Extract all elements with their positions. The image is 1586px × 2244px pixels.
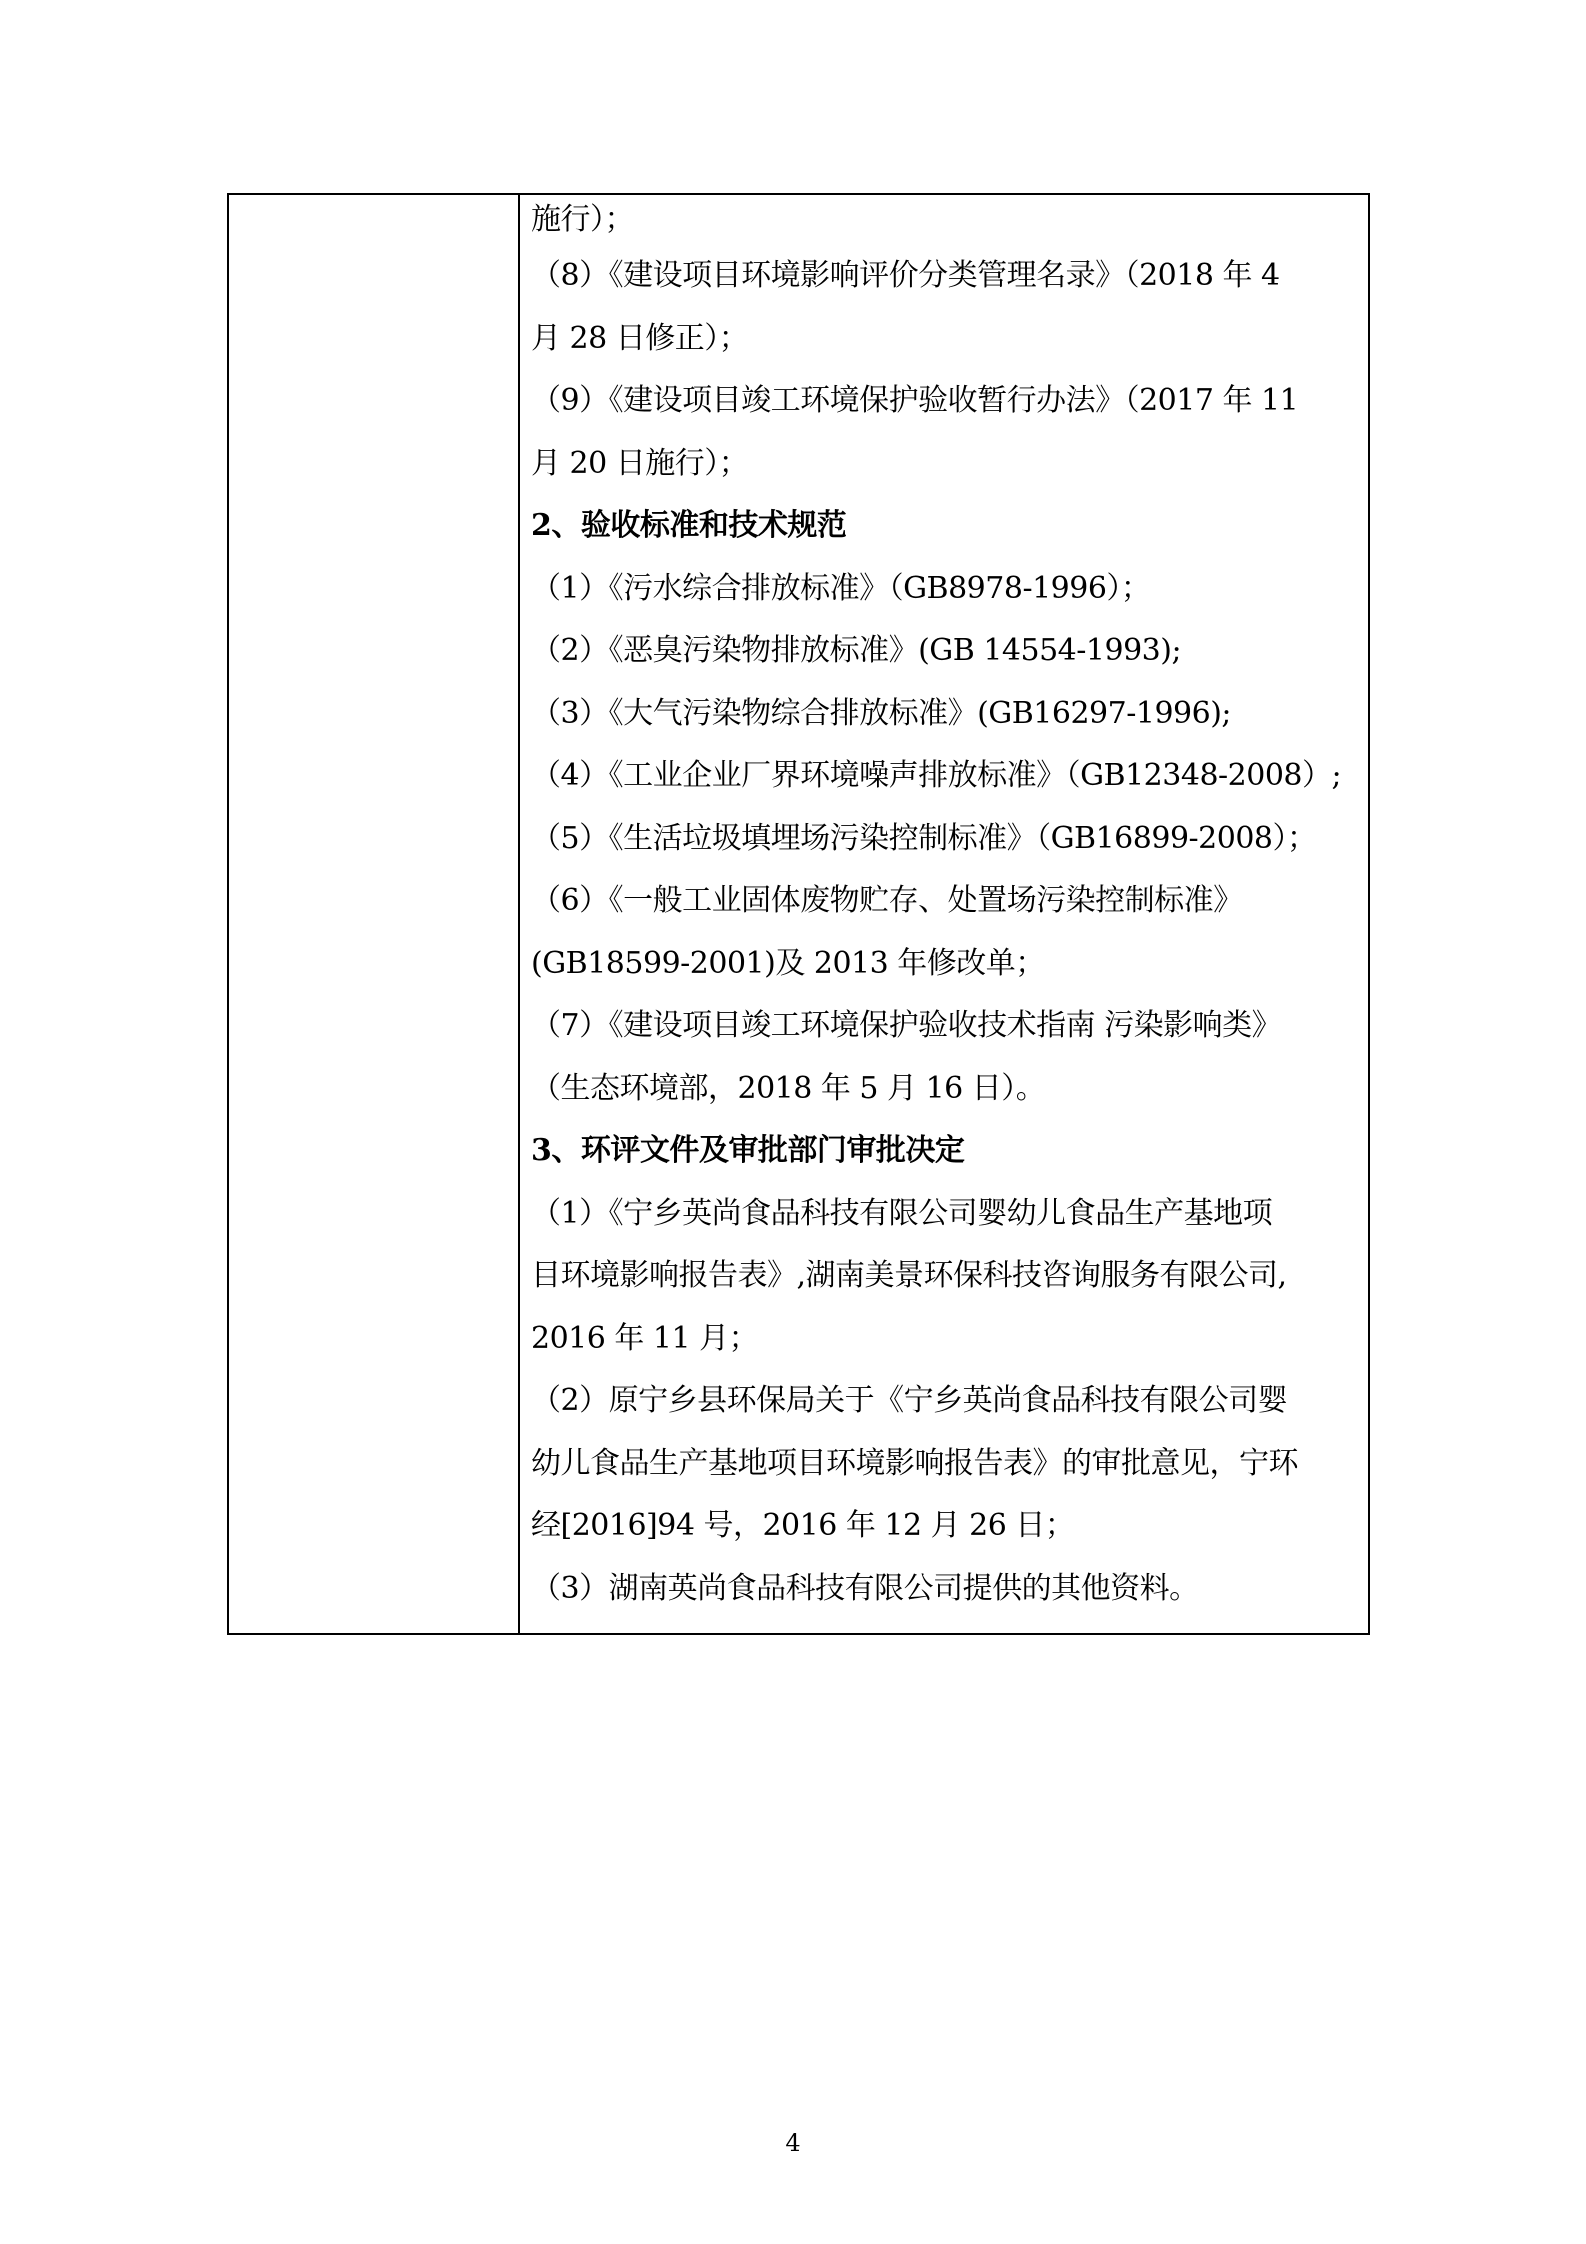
text-line: （7）《建设项目竣工环境保护验收技术指南 污染影响类》 [531,1008,1282,1043]
text-line: （2）原宁乡县环保局关于《宁乡英尚食品科技有限公司婴 [531,1383,1288,1418]
text-line: 月 28 日修正）； [531,320,749,356]
section-heading: 3、环评文件及审批部门审批决定 [531,1133,965,1168]
text-line: 2016 年 11 月； [531,1320,759,1356]
text-line: （1）《宁乡英尚食品科技有限公司婴幼儿食品生产基地项 [531,1195,1273,1231]
text-line: （3）《大气污染物综合排放标准》(GB16297-1996); [531,695,1232,731]
table-left-cell [229,195,520,1633]
text-line: （1）《污水综合排放标准》（GB8978-1996）； [531,570,1151,606]
text-line: 月 20 日施行）； [531,445,749,481]
table-right-cell [520,195,1368,1633]
text-line: （5）《生活垃圾填埋场污染控制标准》（GB16899-2008）； [531,820,1317,856]
text-line: 目环境影响报告表》,湖南美景环保科技咨询服务有限公司, [531,1258,1287,1293]
text-line: （6）《一般工业固体废物贮存、处置场污染控制标准》 [531,883,1243,918]
text-line: 幼儿食品生产基地项目环境影响报告表》的审批意见，宁环 [531,1445,1298,1481]
text-line: （4）《工业企业厂界环境噪声排放标准》（GB12348-2008）; [531,758,1342,793]
text-line: （生态环境部，2018 年 5 月 16 日）。 [531,1070,1046,1106]
text-line: （2）《恶臭污染物排放标准》(GB 14554-1993); [531,633,1182,668]
section-heading: 2、验收标准和技术规范 [531,508,847,543]
text-line: 施行）； [531,202,634,237]
text-line: （8）《建设项目环境影响评价分类管理名录》（2018 年 4 [531,258,1280,293]
text-line: （9）《建设项目竣工环境保护验收暂行办法》（2017 年 11 [531,383,1299,418]
document-table [227,193,1370,1635]
text-line: （3）湖南英尚食品科技有限公司提供的其他资料。 [531,1570,1199,1606]
page-number: 4 [785,2129,801,2157]
text-line: (GB18599-2001)及 2013 年修改单； [531,945,1045,981]
text-line: 经[2016]94 号，2016 年 12 月 26 日； [531,1508,1075,1543]
